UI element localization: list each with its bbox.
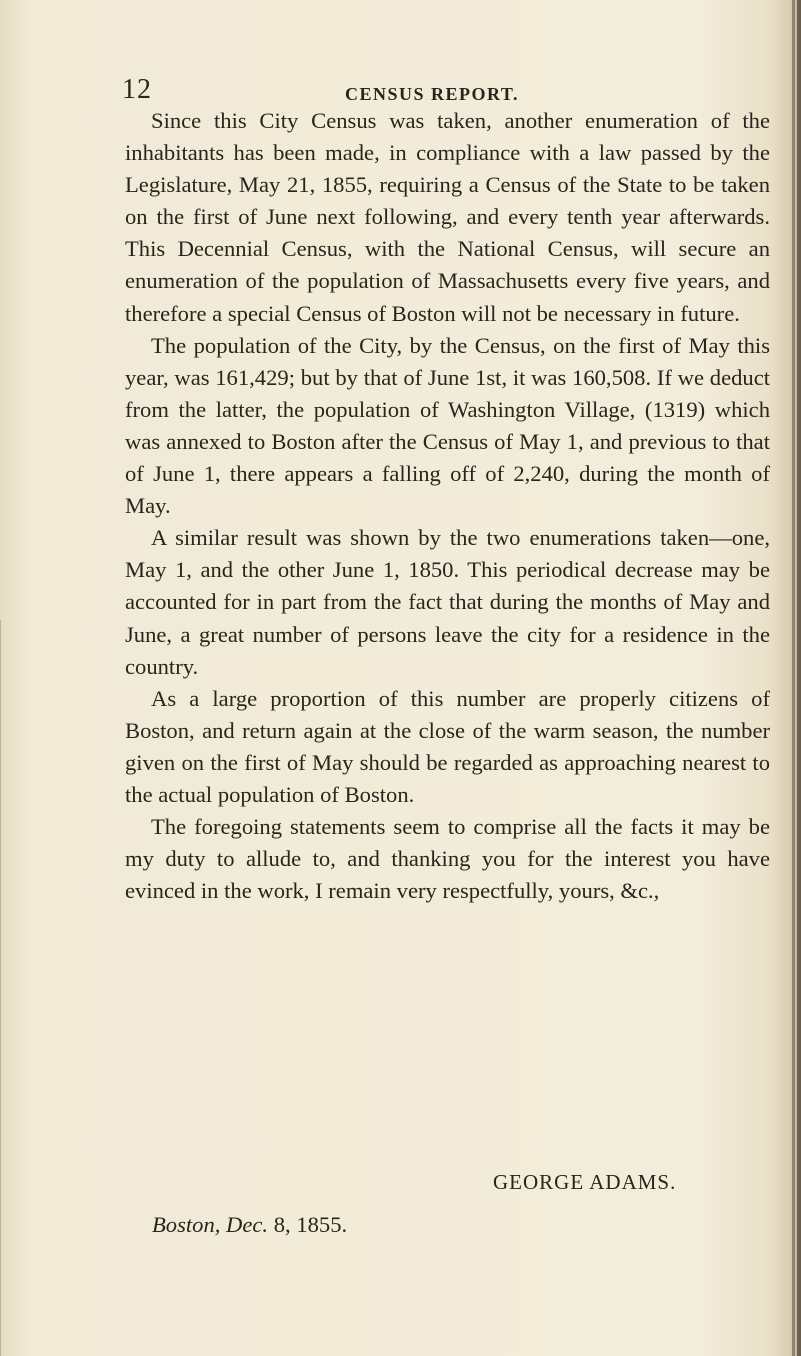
signature: GEORGE ADAMS. [493,1170,677,1194]
dateline-place: Boston, Dec. [152,1212,269,1237]
paragraph: As a large proportion of this number are properly citizens of Boston, and return again at the close of the warm season, the number given on the first of May should be regarded as approaching nearest to the actual population of Boston. [125,685,770,807]
paragraph: The foregoing statements seem to comprise all the facts it may be my duty to allude to, and thanking you for the interest you have evinced in the work, I remain very respectfully, yours, &c., [125,814,770,904]
dateline [152,1212,347,1238]
page-edge-shadow [792,0,795,1356]
paragraph: Since this City Census was taken, another enumeration of the inhabitants has been made, in compliance with a law passed by the Legislature, May 21, 1855, requiring a Census of the State to be taken on the first of June next following, and every tenth year afterwards. This Decennial Census, with the National Census, will secure an enumeration of the population of Massachusetts every five years, and therefore a special Census of Boston will not be necessary in future. [125,108,770,326]
paragraph: The population of the City, by the Census, on the first of May this year, was 161,429; but by that of June 1st, it was 160,508. If we deduct from the latter, the population of Washington Village, (1319) which was annexed to Boston after the Census of May 1, and previous to that of June 1, there appears a falling off of 2,240, during the month of May. [125,332,770,519]
running-head: CENSUS REPORT. [345,84,520,104]
dateline-date: 8, 1855. [268,1212,348,1237]
page-margin [0,620,15,1356]
page-number: 12 [122,74,152,105]
paragraph: A similar result was shown by the two enumerations taken—one, May 1, and the other June 1, 1850. This periodical decrease may be accounted for in part from the fact that during the months of May and June, a great number of persons leave the city for a residence in the country. [125,525,770,679]
book-binding-edge [797,0,801,1356]
body-text [125,105,770,907]
